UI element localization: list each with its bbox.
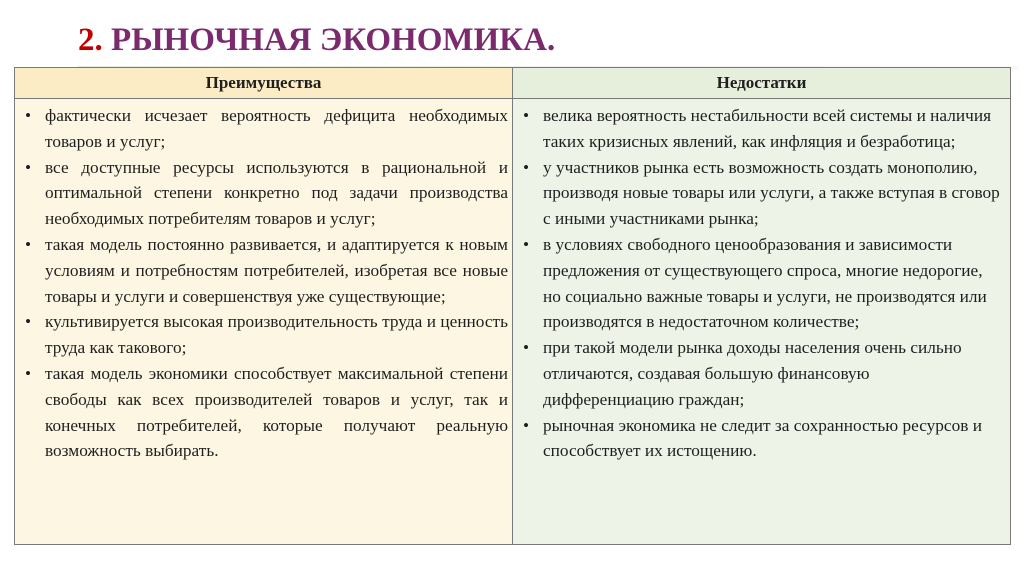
disadvantage-item: • велика вероятность нестабильности всей системы и наличия таких кризисных явлений, как инфляция и безработица; [521,103,1000,155]
comparison-table [14,67,1011,545]
disadvantage-item: • у участников рынка есть возможность создать монополию, производя новые товары или услуги, а также вступая в сговор с иными участниками рынка; [521,155,1000,232]
disadvantages-header: Недостатки [513,68,1011,99]
advantage-item: • такая модель экономики способствует максимальной степени свободы как всех производителей товаров и услуг, так и конечных потребителей, которые получают реальную возможность выбирать. [23,361,508,464]
title-text: РЫНОЧНАЯ ЭКОНОМИКА. [111,22,556,58]
title-number: 2. [78,22,103,58]
advantage-item: • все доступные ресурсы используются в рациональной и оптимальной степени конкретно под задачи производства необходимых потребителям товаров и услуг; [23,155,508,232]
disadvantage-item: • при такой модели рынка доходы населения очень сильно отличаются, создавая большую финансовую дифференциацию граждан; [521,335,1000,412]
table-body-row [15,99,1011,545]
advantages-list [23,103,508,464]
page-title [78,22,555,59]
advantages-header: Преимущества [15,68,513,99]
table-header-row [15,68,1011,99]
disadvantage-item: • в условиях свободного ценообразования и зависимости предложения от существующего спроса, многие недорогие, но социально важные товары и услуги, не производятся или производятся в недостаточном количестве; [521,232,1000,335]
disadvantages-cell [513,99,1011,545]
disadvantages-list [521,103,1000,464]
advantages-cell [15,99,513,545]
disadvantage-item: • рыночная экономика не следит за сохранностью ресурсов и способствует их истощению. [521,413,1000,465]
advantage-item: • культивируется высокая производительность труда и ценность труда как такового; [23,309,508,361]
advantage-item: • фактически исчезает вероятность дефицита необходимых товаров и услуг; [23,103,508,155]
advantage-item: • такая модель постоянно развивается, и адаптируется к новым условиям и потребностям потребителей, изобретая все новые товары и услуги и совершенствуя уже существующие; [23,232,508,309]
